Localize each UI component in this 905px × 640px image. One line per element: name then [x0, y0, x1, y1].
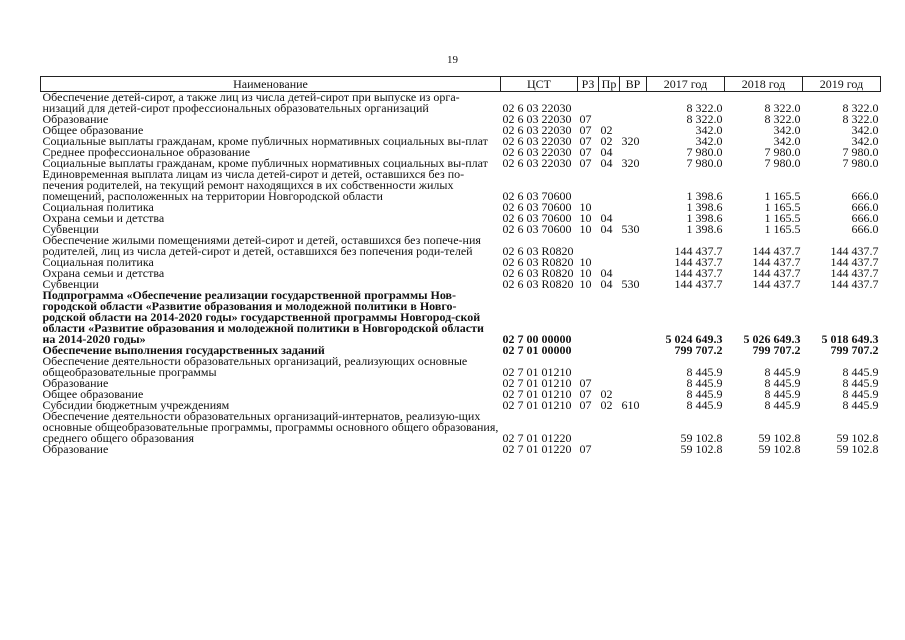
col-header-cst: ЦСТ [501, 77, 578, 92]
table-row [41, 169, 881, 202]
row-value-2019: 59 102.8 [836, 431, 879, 445]
row-vr [620, 114, 647, 125]
row-value-2018: 7 980.0 [764, 156, 801, 170]
row-name: Обеспечение деятельности образовательных организаций, реализующих основные общеобразовательные программы [42, 354, 468, 379]
row-value-2019: 144 437.7 [830, 244, 879, 258]
row-pr: 04 [600, 266, 613, 280]
row-value-2017: 1 398.6 [686, 189, 723, 203]
row-vr: 530 [621, 222, 640, 236]
col-header-rz: РЗ [578, 77, 599, 92]
row-value-2018: 8 445.9 [764, 387, 801, 401]
row-value-2018: 144 437.7 [752, 255, 801, 269]
row-value-2017: 799 707.2 [674, 343, 723, 357]
row-cst: 02 7 01 01220 [502, 442, 572, 456]
row-rz [578, 92, 599, 115]
row-rz [578, 411, 599, 444]
row-value-2018: 1 165.5 [764, 200, 801, 214]
row-value-2017: 59 102.8 [680, 442, 723, 456]
row-value-2018: 59 102.8 [758, 442, 801, 456]
col-header-2017: 2017 год [647, 77, 725, 92]
row-vr [620, 92, 647, 115]
row-cst: 02 6 03 70600 [502, 211, 572, 225]
row-value-2019: 666.0 [851, 211, 879, 225]
row-value-2019: 8 445.9 [842, 376, 879, 390]
row-value-2019: 144 437.7 [830, 255, 879, 269]
row-pr [599, 444, 620, 455]
row-value-2019: 8 445.9 [842, 365, 879, 379]
table-row [41, 213, 881, 224]
row-name: Социальные выплаты гражданам, кроме публичных нормативных социальных вы-плат [42, 134, 488, 148]
row-name: Субвенции [42, 277, 99, 291]
row-name: Субсидии бюджетным учреждениям [42, 398, 230, 412]
row-value-2018: 342.0 [773, 134, 801, 148]
row-rz [578, 345, 599, 356]
row-name: Обеспечение детей-сирот, а также лиц из числа детей-сирот при выпуске из орга-низаций для детей-сирот профессиональных образовательных организаций [42, 90, 460, 115]
row-cst: 02 6 03 22030 [502, 145, 572, 159]
row-cst: 02 6 03 70600 [502, 189, 572, 203]
row-vr [620, 169, 647, 202]
page-number: 19 [447, 54, 458, 66]
row-value-2018: 7 980.0 [764, 145, 801, 159]
row-value-2017: 8 445.9 [686, 387, 723, 401]
row-rz: 07 [579, 387, 592, 401]
col-header-name: Наименование [41, 77, 501, 92]
row-value-2018: 8 322.0 [764, 101, 801, 115]
row-pr [599, 356, 620, 378]
row-pr [599, 92, 620, 115]
row-value-2019: 799 707.2 [830, 343, 879, 357]
row-pr: 04 [600, 222, 613, 236]
row-value-2019: 144 437.7 [830, 266, 879, 280]
row-value-2017: 144 437.7 [674, 266, 723, 280]
row-vr [620, 235, 647, 257]
row-rz: 07 [579, 442, 592, 456]
row-vr [620, 356, 647, 378]
row-name: Образование [42, 112, 109, 126]
row-value-2017: 8 322.0 [686, 112, 723, 126]
row-name: Общее образование [42, 123, 144, 137]
row-cst: 02 6 03 22030 [502, 156, 572, 170]
row-name: Охрана семьи и детства [42, 266, 165, 280]
table-row [41, 411, 881, 444]
row-cst: 02 7 01 01220 [502, 431, 572, 445]
row-cst: 02 7 01 01210 [502, 365, 572, 379]
row-value-2017: 342.0 [695, 134, 723, 148]
row-value-2019: 8 445.9 [842, 387, 879, 401]
row-value-2019: 8 445.9 [842, 398, 879, 412]
row-pr: 04 [600, 277, 613, 291]
row-cst: 02 7 01 01210 [502, 398, 572, 412]
row-rz: 10 [579, 255, 592, 269]
row-name: Социальная политика [42, 200, 154, 214]
row-vr [620, 257, 647, 268]
row-vr: 530 [621, 277, 640, 291]
row-value-2019: 666.0 [851, 189, 879, 203]
row-cst: 02 6 03 70600 [502, 222, 572, 236]
row-value-2019: 666.0 [851, 200, 879, 214]
row-pr: 02 [600, 134, 613, 148]
row-vr [620, 202, 647, 213]
row-rz [578, 290, 599, 345]
row-value-2019: 7 980.0 [842, 145, 879, 159]
budget-table [40, 76, 881, 455]
row-rz: 10 [579, 266, 592, 280]
row-cst: 02 6 03 22030 [502, 112, 572, 126]
row-pr: 04 [600, 156, 613, 170]
row-vr [620, 378, 647, 389]
row-value-2018: 59 102.8 [758, 431, 801, 445]
row-rz [578, 356, 599, 378]
row-value-2019: 144 437.7 [830, 277, 879, 291]
row-value-2017: 144 437.7 [674, 244, 723, 258]
row-rz: 10 [579, 211, 592, 225]
col-header-2019: 2019 год [803, 77, 881, 92]
row-value-2017: 144 437.7 [674, 255, 723, 269]
row-pr: 04 [600, 211, 613, 225]
row-pr [599, 290, 620, 345]
row-value-2017: 59 102.8 [680, 431, 723, 445]
row-value-2017: 8 445.9 [686, 398, 723, 412]
row-value-2018: 342.0 [773, 123, 801, 137]
row-cst: 02 6 03 R0820 [502, 244, 574, 258]
row-value-2017: 1 398.6 [686, 200, 723, 214]
row-name: Образование [42, 376, 109, 390]
row-value-2019: 666.0 [851, 222, 879, 236]
row-name: Обеспечение деятельности образовательных организаций-интернатов, реализую-щих основные общеобразовательные программы, программы основного общего образования, среднего общего образования [42, 409, 499, 445]
row-value-2019: 8 322.0 [842, 101, 879, 115]
row-value-2018: 8 445.9 [764, 398, 801, 412]
row-rz: 10 [579, 222, 592, 236]
row-value-2018: 144 437.7 [752, 266, 801, 280]
row-pr [599, 169, 620, 202]
row-vr: 610 [621, 398, 640, 412]
row-value-2018: 8 445.9 [764, 365, 801, 379]
row-cst: 02 6 03 22030 [502, 134, 572, 148]
table-row [41, 378, 881, 389]
row-name: Единовременная выплата лицам из числа детей-сирот и детей, оставшихся без по-печения родителей, на текущий ремонт находящихся в их собственности жилых помещений, расположенных на территории Новгородской области [42, 167, 465, 203]
row-value-2018: 144 437.7 [752, 277, 801, 291]
row-pr: 04 [600, 145, 613, 159]
row-name: Общее образование [42, 387, 144, 401]
row-value-2017: 144 437.7 [674, 277, 723, 291]
table-row [41, 444, 881, 455]
row-value-2018: 5 026 649.3 [743, 332, 801, 346]
row-pr: 02 [600, 398, 613, 412]
row-vr [620, 444, 647, 455]
row-name: Социальная политика [42, 255, 154, 269]
row-pr [599, 345, 620, 356]
row-value-2017: 8 445.9 [686, 365, 723, 379]
row-value-2018: 799 707.2 [752, 343, 801, 357]
row-value-2018: 144 437.7 [752, 244, 801, 258]
row-value-2017: 8 322.0 [686, 101, 723, 115]
table-row [41, 92, 881, 115]
row-rz [578, 235, 599, 257]
row-cst: 02 6 03 R0820 [502, 255, 574, 269]
row-cst: 02 7 01 01210 [502, 387, 572, 401]
row-name: Субвенции [42, 222, 99, 236]
row-value-2018: 1 165.5 [764, 189, 801, 203]
row-rz [578, 169, 599, 202]
row-value-2017: 5 024 649.3 [665, 332, 723, 346]
row-pr [599, 235, 620, 257]
row-rz: 07 [579, 156, 592, 170]
table-row [41, 290, 881, 345]
row-cst: 02 7 00 00000 [502, 332, 572, 346]
row-value-2018: 1 165.5 [764, 211, 801, 225]
row-value-2018: 8 322.0 [764, 112, 801, 126]
row-name: Образование [42, 442, 109, 456]
row-rz: 07 [579, 123, 592, 137]
row-vr [620, 345, 647, 356]
row-rz: 07 [579, 398, 592, 412]
row-value-2017: 8 445.9 [686, 376, 723, 390]
row-cst: 02 7 01 01210 [502, 376, 572, 390]
row-value-2017: 7 980.0 [686, 156, 723, 170]
row-name: Среднее профессиональное образование [42, 145, 251, 159]
row-cst: 02 6 03 R0820 [502, 266, 574, 280]
table-row [41, 356, 881, 378]
col-header-vr: ВР [620, 77, 647, 92]
table-row [41, 202, 881, 213]
row-cst: 02 6 03 R0820 [502, 277, 574, 291]
row-rz: 10 [579, 200, 592, 214]
row-name: Социальные выплаты гражданам, кроме публичных нормативных социальных вы-плат [42, 156, 488, 170]
row-value-2019: 342.0 [851, 123, 879, 137]
row-vr: 320 [621, 134, 640, 148]
row-rz: 07 [579, 134, 592, 148]
row-cst: 02 6 03 22030 [502, 123, 572, 137]
row-rz: 07 [579, 376, 592, 390]
row-vr: 320 [621, 156, 640, 170]
row-rz: 07 [579, 145, 592, 159]
row-name: Охрана семьи и детства [42, 211, 165, 225]
row-vr [620, 411, 647, 444]
row-rz: 10 [579, 277, 592, 291]
row-value-2019: 8 322.0 [842, 112, 879, 126]
row-value-2017: 1 398.6 [686, 211, 723, 225]
row-pr: 02 [600, 123, 613, 137]
row-value-2018: 1 165.5 [764, 222, 801, 236]
row-value-2019: 59 102.8 [836, 442, 879, 456]
col-header-pr: Пр [599, 77, 620, 92]
row-value-2019: 5 018 649.3 [821, 332, 879, 346]
row-value-2017: 1 398.6 [686, 222, 723, 236]
row-value-2017: 342.0 [695, 123, 723, 137]
row-value-2018: 8 445.9 [764, 376, 801, 390]
col-header-2018: 2018 год [725, 77, 803, 92]
row-value-2017: 7 980.0 [686, 145, 723, 159]
row-vr [620, 290, 647, 345]
row-cst: 02 7 01 00000 [502, 343, 572, 357]
row-cst: 02 6 03 70600 [502, 200, 572, 214]
row-pr: 02 [600, 387, 613, 401]
row-name: Подпрограмма «Обеспечение реализации государственной программы Нов-городской области «Развитие образования и молодежной политики в Новго-родской области на 2014-2020 годы» государственной программы Новгород-ской области «Развитие образования и молодежной политики в Новгородской области на 2014-2020 годы» [42, 288, 484, 346]
row-name: Обеспечение жилыми помещениями детей-сирот и детей, оставшихся без попече-ния родителей, лиц из числа детей-сирот и детей, оставшихся без попечения роди-телей [42, 233, 481, 258]
row-cst: 02 6 03 22030 [502, 101, 572, 115]
row-name: Обеспечение выполнения государственных заданий [42, 343, 325, 357]
table-row [41, 114, 881, 125]
row-value-2019: 342.0 [851, 134, 879, 148]
table-row [41, 235, 881, 257]
row-value-2019: 7 980.0 [842, 156, 879, 170]
row-pr [599, 411, 620, 444]
row-rz: 07 [579, 112, 592, 126]
